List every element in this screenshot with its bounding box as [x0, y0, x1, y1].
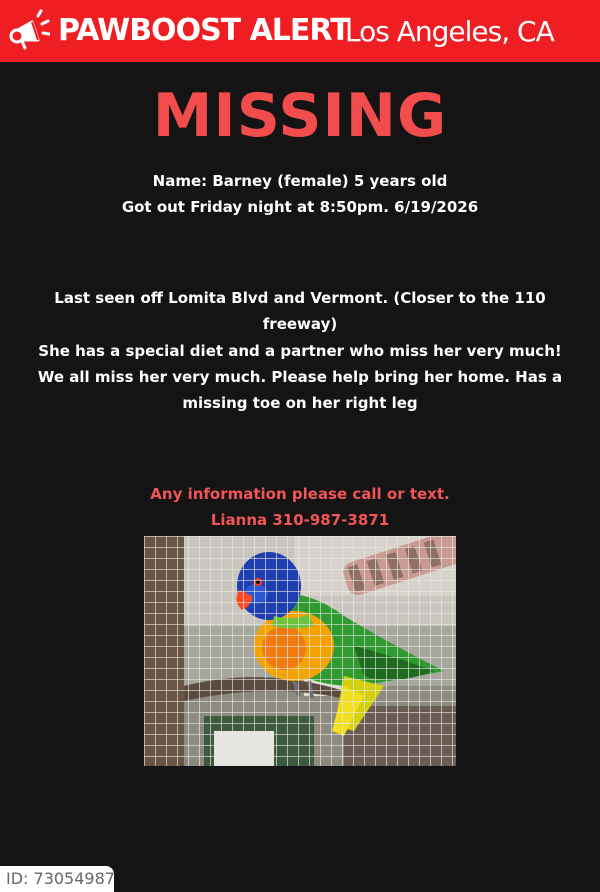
alert-header — [0, 0, 600, 62]
miss-line-1: We all miss her very much. Please help bring her home. Has a — [37, 368, 563, 386]
escape-time-line: Got out Friday night at 8:50pm. 6/19/2026 — [121, 198, 479, 216]
megaphone-icon — [8, 8, 50, 52]
miss-line-2: missing toe on her right leg — [182, 394, 418, 412]
parrot-photo-illustration — [144, 536, 456, 766]
missing-title: MISSING — [152, 81, 448, 151]
listing-id-badge: ID: 73054987 — [0, 866, 114, 892]
last-seen-line-1: Last seen off Lomita Blvd and Vermont. (Closer to the 110 — [54, 289, 546, 307]
contact-phone[interactable]: Lianna 310-987-3871 — [210, 511, 390, 529]
brand-name: PAWBOOST ALERT — [58, 13, 350, 48]
diet-line: She has a special diet and a partner who miss her very much! — [38, 342, 562, 360]
last-seen-line-2: freeway) — [262, 315, 338, 333]
pet-name-line: Name: Barney (female) 5 years old — [152, 172, 448, 190]
pet-photo — [144, 536, 456, 766]
location-label: Los Angeles, CA — [345, 15, 554, 48]
contact-instruction: Any information please call or text. — [150, 485, 450, 503]
